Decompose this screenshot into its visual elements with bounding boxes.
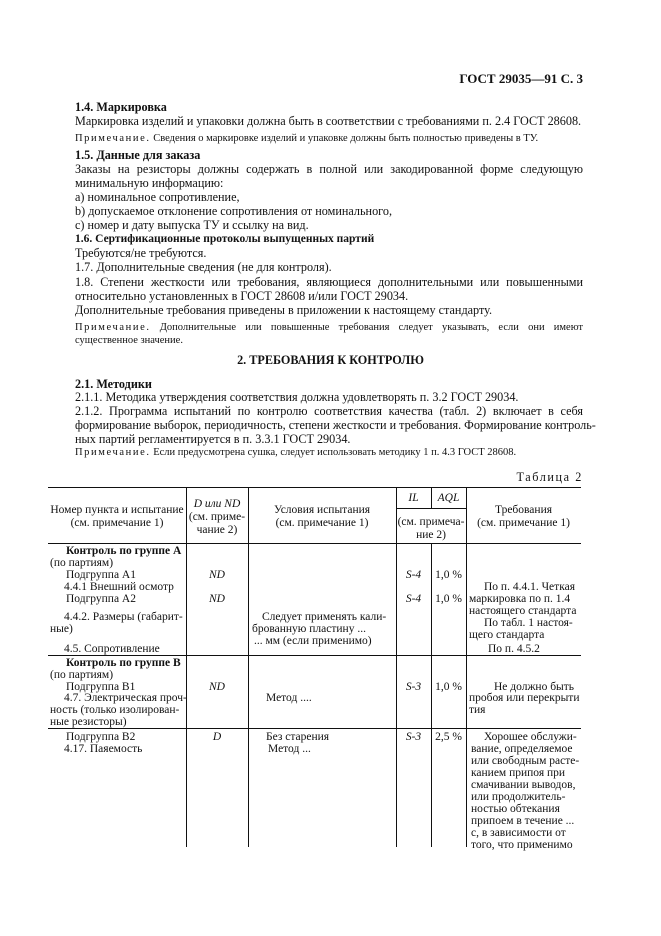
note-text: Сведения о маркировке изделий и упаковке должны быть полностью приведены в ТУ. <box>153 133 539 144</box>
req-a2-line2: щего стандарта <box>469 629 545 641</box>
section-1-8-line3: Дополнительные требования приведены в приложении к настоящему стандарту. <box>75 303 493 317</box>
group-a-subtitle: (по партиям) <box>50 557 114 569</box>
test-4-4-2-line1: 4.4.2. Размеры (габарит- <box>64 611 183 623</box>
section-1-8-note <box>75 322 583 334</box>
header-dnd <box>186 498 248 536</box>
table-row-divider <box>48 728 581 729</box>
req-b2-line8: припоем в течение ... <box>471 815 575 827</box>
req-b2-line1: Хорошее обслужи- <box>484 731 577 743</box>
b1-aql: 1,0 % <box>435 681 462 693</box>
req-b1-line3: тия <box>469 704 486 716</box>
req-b2-line4: канием припоя при <box>471 767 566 779</box>
note-text: Если предусмотрена сушка, следует использовать методику 1 п. 4.3 ГОСТ 28608. <box>153 447 517 458</box>
test-4-7-line3: ные резисторы) <box>50 716 127 728</box>
table-caption: Таблица 2 <box>516 470 583 484</box>
section-1-4-title: 1.4. Маркировка <box>75 100 167 114</box>
test-4-7-line2: ность (только изолирован- <box>50 704 180 716</box>
req-b2-line2: вание, определяемое <box>471 743 573 755</box>
subgroup-a1: Подгруппа А1 <box>66 569 136 581</box>
list-item-c: с) номер и дату выпуска ТУ и ссылку на вид. <box>75 218 309 232</box>
b2-il: S-3 <box>405 731 422 743</box>
section-1-5-p2: минимальную информацию: <box>75 176 224 190</box>
a2-aql: 1,0 % <box>435 593 462 605</box>
header-text: Требования <box>494 504 553 516</box>
header-test <box>48 504 186 530</box>
header-il: IL <box>408 492 419 504</box>
header-text: (см. примечание 1) <box>275 516 369 529</box>
cond-b2-line1: Без старения <box>266 731 330 743</box>
test-4-7-line1: 4.7. Электрическая проч- <box>64 692 187 704</box>
header-text: (см. примечание 1) <box>70 516 164 529</box>
cond-b2-line2: Метод ... <box>268 743 311 755</box>
test-4-17: 4.17. Паяемость <box>64 743 143 755</box>
b2-dnd: D <box>212 731 222 743</box>
section-1-8-note-cont: существенное значение. <box>75 335 183 346</box>
table-il-aql-divider <box>396 508 466 509</box>
test-4-4-2-line2: ные) <box>50 623 73 635</box>
cond-b1: Метод .... <box>266 692 312 704</box>
header-aql: AQL <box>437 492 460 504</box>
section-1-4-note <box>75 133 538 145</box>
section-2-1-title: 2.1. Методики <box>75 377 152 391</box>
req-b1-line1: Не должно быть <box>494 681 575 693</box>
req-a1-line2: маркировка по п. 1.4 <box>469 593 571 605</box>
req-a1-line1: По п. 4.4.1. Четкая <box>484 581 575 593</box>
header-il-aql-note <box>396 516 466 542</box>
cond-a2-line2: брованную пластину ... <box>252 623 366 635</box>
section-2-1-2-line1: 2.1.2. Программа испытаний по контролю соответствия качества (табл. 2) включает в себя <box>75 404 583 418</box>
section-2-1-2-line2: формирование выборок, периодичность, степени жесткости и требования. Формирование контроль- <box>75 418 596 432</box>
header-text: (см. примеча- <box>397 516 465 528</box>
subgroup-b1: Подгруппа В1 <box>66 681 136 693</box>
req-4-5: По п. 4.5.2 <box>488 643 540 655</box>
table-col-divider <box>186 487 187 847</box>
section-2-1-2-line3: ных партий регламентируется в п. 3.3.1 ГОСТ 29034. <box>75 432 351 446</box>
note-label: Примечание. <box>75 447 151 458</box>
req-a2-line1: По табл. 1 настоя- <box>484 617 573 629</box>
note-label: Примечание. <box>75 322 151 333</box>
a2-dnd: ND <box>209 593 225 605</box>
header-text: ние 2) <box>416 528 446 541</box>
section-1-4-text: Маркировка изделий и упаковки должна быть в соответствии с требованиями п. 2.4 ГОСТ 28608. <box>75 114 582 128</box>
a1-il: S-4 <box>405 569 422 581</box>
section-1-8-line2: относительно установленных в ГОСТ 28608 и/или ГОСТ 29034. <box>75 289 409 303</box>
section-1-7: 1.7. Дополнительные сведения (не для контроля). <box>75 260 332 274</box>
header-text: (см. приме- <box>188 510 246 523</box>
note-text: Дополнительные или повышенные требования следует указывать, если они имеют <box>159 322 583 333</box>
note-label: Примечание. <box>75 133 151 144</box>
subgroup-a2: Подгруппа А2 <box>66 593 136 605</box>
table-header-border <box>48 543 581 544</box>
table-top-border <box>48 487 581 488</box>
test-4-4-1: 4.4.1 Внешний осмотр <box>64 581 174 593</box>
header-text: чание 2) <box>196 523 238 536</box>
section-1-5-title: 1.5. Данные для заказа <box>75 148 201 162</box>
req-b2-line6: или продолжитель- <box>471 791 566 803</box>
header-text: Номер пункта и испытание <box>50 504 184 516</box>
table-col-divider <box>248 487 249 847</box>
list-item-b: b) допускаемое отклонение сопротивления от номинального, <box>75 204 393 218</box>
group-b-subtitle: (по партиям) <box>50 669 114 681</box>
req-b1-line2: пробоя или перекрыти <box>469 692 580 704</box>
header-text: D или ND <box>193 498 241 510</box>
section-1-8-line1: 1.8. Степени жесткости или требования, являющиеся дополнительными или повышенными <box>75 275 583 289</box>
req-a1-line3: настоящего стандарта <box>469 605 577 617</box>
subgroup-b2: Подгруппа В2 <box>66 731 136 743</box>
test-4-5: 4.5. Сопротивление <box>64 643 160 655</box>
header-text: Условия испытания <box>273 504 371 516</box>
b1-il: S-3 <box>405 681 422 693</box>
page-header: ГОСТ 29035—91 С. 3 <box>459 71 583 86</box>
header-requirements <box>466 504 581 530</box>
req-b2-line5: смачивании выводов, <box>471 779 576 791</box>
section-1-6-text: Требуются/не требуются. <box>75 246 207 260</box>
b1-dnd: ND <box>209 681 225 693</box>
req-b2-line9: с, в зависимости от <box>471 827 566 839</box>
group-a-title: Контроль по группе А <box>66 545 182 557</box>
cond-a2-line3: ... мм (если применимо) <box>254 635 372 647</box>
cond-a2-line1: Следует применять кали- <box>262 611 387 623</box>
a1-aql: 1,0 % <box>435 569 462 581</box>
section-1-6-title: 1.6. Сертификационные протоколы выпущенных партий <box>75 233 375 245</box>
section-2-title: 2. ТРЕБОВАНИЯ К КОНТРОЛЮ <box>237 353 424 367</box>
section-1-5-p1: Заказы на резисторы должны содержать в полной или закодированной форме следующую <box>75 162 583 176</box>
group-b-title: Контроль по группе В <box>66 657 181 669</box>
header-conditions <box>248 504 396 530</box>
req-b2-line7: ностью обтекания <box>471 803 560 815</box>
header-text: (см. примечание 1) <box>477 516 570 529</box>
a1-dnd: ND <box>209 569 225 581</box>
table-col-divider <box>466 487 467 847</box>
req-b2-line10: того, что применимо <box>471 839 573 851</box>
table-col-divider <box>431 543 432 847</box>
section-2-note <box>75 447 516 459</box>
req-b2-line3: или свободным расте- <box>471 755 580 767</box>
b2-aql: 2,5 % <box>435 731 462 743</box>
a2-il: S-4 <box>405 593 422 605</box>
section-2-1-1: 2.1.1. Методика утверждения соответствия должна удовлетворять п. 3.2 ГОСТ 29034. <box>75 390 519 404</box>
list-item-a: а) номинальное сопротивление, <box>75 190 240 204</box>
